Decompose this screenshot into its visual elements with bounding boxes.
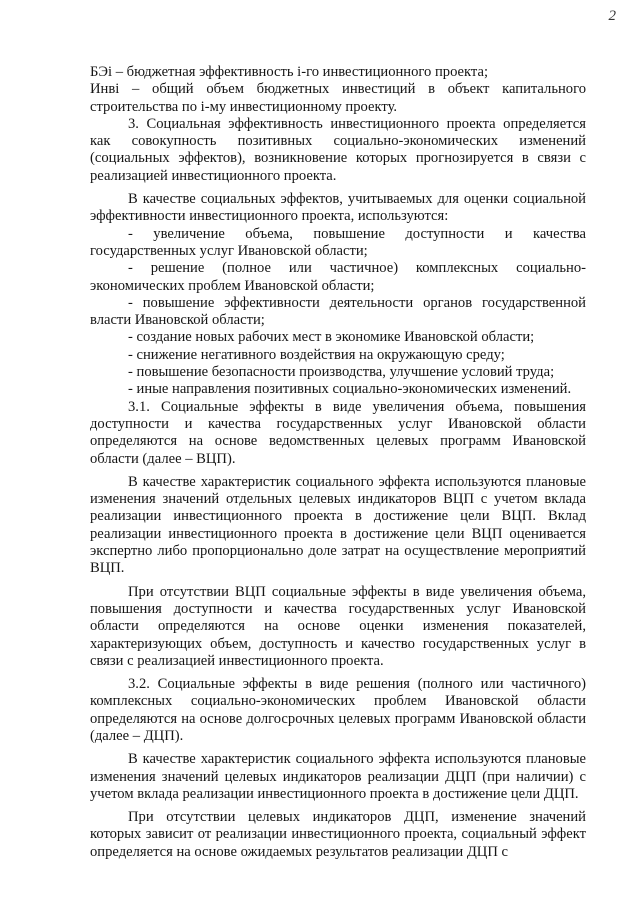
paragraph-no-dcp-indicators: При отсутствии целевых индикаторов ДЦП, изменение значений которых зависит от реализации инвестиционного проекта, социальный эффект определяется на основе ожидаемых результатов реализации ДЦП с xyxy=(90,809,586,860)
list-item: - создание новых рабочих мест в экономике Ивановской области; xyxy=(128,329,535,346)
document-body xyxy=(90,64,586,861)
list-item: - повышение эффективности деятельности органов государственной власти Ивановской области; xyxy=(90,294,586,329)
paragraph-section-3-1: 3.1. Социальные эффекты в виде увеличения объема, повышения доступности и качества государственных услуг Ивановской области определяются на основе ведомственных целевых программ Ивановской области (далее – ВЦП). xyxy=(90,398,586,467)
paragraph-section-3: 3. Социальная эффективность инвестиционного проекта определяется как совокупность позитивных социально-экономических изменений (социальных эффектов), возникновение которых прогнозируется в связи с реализацией инвестиционного проекта. xyxy=(90,115,586,184)
list-item: - повышение безопасности производства, улучшение условий труда; xyxy=(128,364,555,381)
paragraph-social-effects-intro: В качестве социальных эффектов, учитываемых для оценки социальной эффективности инвестиционного проекта, используются: xyxy=(90,191,586,225)
paragraph-inv-definition: Инвi – общий объем бюджетных инвестиций в объект капитального строительства по i-му инвестиционному проекту. xyxy=(90,81,586,115)
list-item: - увеличение объема, повышение доступности и качества государственных услуг Ивановской области; xyxy=(90,225,586,259)
paragraph-dcp-characteristics: В качестве характеристик социального эффекта используются плановые изменения значений целевых индикаторов реализации ДЦП (при наличии) с учетом вклада реализации инвестиционного проекта в достижение цели ДЦП. xyxy=(90,751,586,802)
page-number: 2 xyxy=(608,8,616,24)
paragraph-section-3-2: 3.2. Социальные эффекты в виде решения (полного или частичного) комплексных социально-экономических проблем Ивановской области определяются на основе долгосрочных целевых программ Ивановской области (далее – ДЦП). xyxy=(90,676,586,744)
list-item: - иные направления позитивных социально-экономических изменений. xyxy=(128,381,572,398)
paragraph-vcp-characteristics: В качестве характеристик социального эффекта используются плановые изменения значений отдельных целевых индикаторов ВЦП с учетом вклада реализации инвестиционного проекта в достижение цели ВЦП. Вклад реализации инвестиционного проекта в достижение цели ВЦП оценивается экспертно либо пропорционально доле затрат на осуществление мероприятий ВЦП. xyxy=(90,473,586,577)
list-item: - решение (полное или частичное) комплексных социально-экономических проблем Ивановской области; xyxy=(90,260,586,294)
paragraph-no-vcp: При отсутствии ВЦП социальные эффекты в виде увеличения объема, повышения доступности и качества государственных услуг Ивановской области определяются на основе оценки изменения показателей, характеризующих объем, доступность и качество государственных услуг в связи с реализацией инвестиционного проекта. xyxy=(90,583,586,669)
paragraph-be-definition: БЭi – бюджетная эффективность i-го инвестиционного проекта; xyxy=(90,64,489,80)
list-item: - снижение негативного воздействия на окружающую среду; xyxy=(128,346,505,363)
